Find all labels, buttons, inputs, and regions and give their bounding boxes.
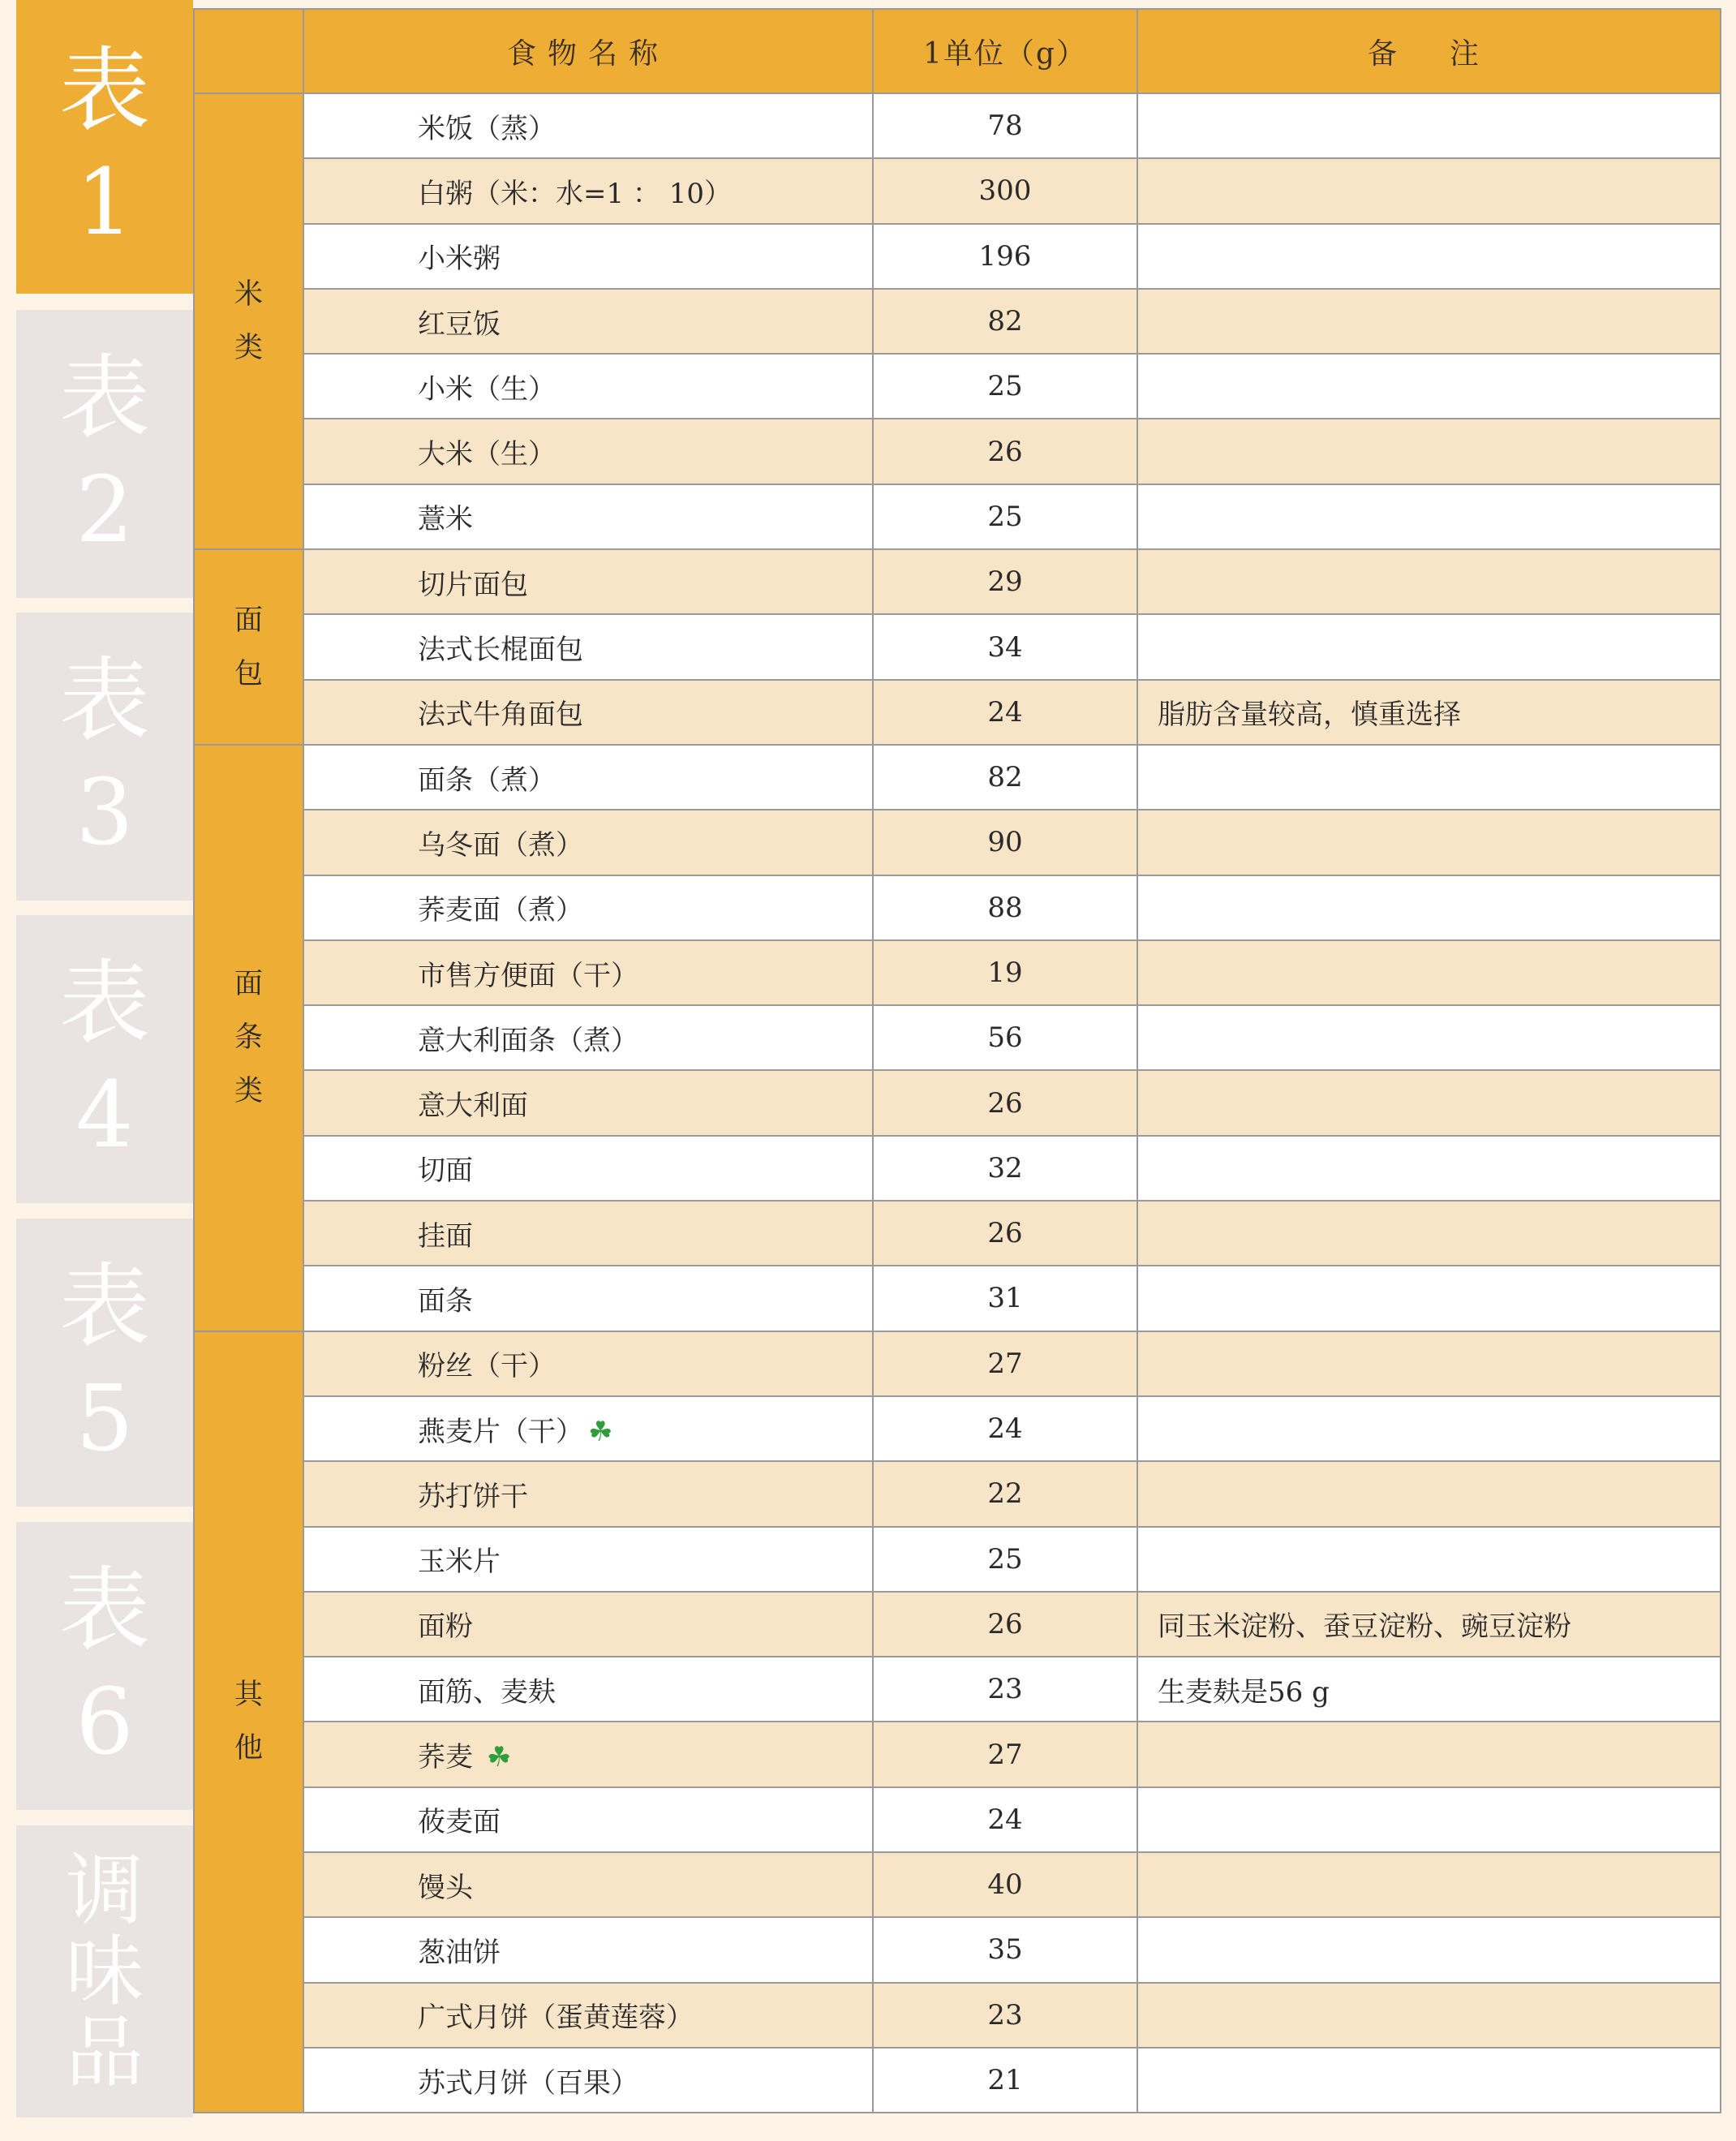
table-row xyxy=(194,158,1721,223)
food-name: 荞麦面（煮） xyxy=(418,894,583,927)
note-cell xyxy=(1137,224,1721,289)
note-cell xyxy=(1137,158,1721,223)
header-food-name: 食物名称 xyxy=(303,9,873,93)
food-name: 燕麦片（干） xyxy=(418,1415,583,1448)
tab-7[interactable] xyxy=(16,1825,193,2117)
unit-weight-cell: 196 xyxy=(873,224,1137,289)
food-name-cell xyxy=(303,289,873,354)
tab-6[interactable] xyxy=(16,1522,193,1810)
food-name-cell xyxy=(303,158,873,223)
food-name-cell xyxy=(303,1592,873,1657)
food-name: 小米（生） xyxy=(418,372,556,406)
unit-weight-cell: 22 xyxy=(873,1461,1137,1526)
tab-3[interactable] xyxy=(16,613,193,901)
table-row xyxy=(194,745,1721,810)
food-exchange-table-container xyxy=(193,8,1720,2113)
tab-label-char: 表 xyxy=(59,950,150,1056)
food-name-cell xyxy=(303,1070,873,1135)
tab-1[interactable] xyxy=(16,0,193,294)
food-name: 玉米片 xyxy=(418,1546,501,1579)
food-exchange-table xyxy=(193,8,1721,2113)
food-name: 葱油饼 xyxy=(418,1936,501,1969)
tab-label-char: 4 xyxy=(75,1062,134,1168)
category-cell xyxy=(194,745,303,1331)
note-cell: 脂肪含量较高，慎重选择 xyxy=(1137,680,1721,745)
note-cell xyxy=(1137,940,1721,1005)
unit-weight-cell: 88 xyxy=(873,875,1137,940)
table-row xyxy=(194,484,1721,549)
unit-weight-cell: 78 xyxy=(873,93,1137,158)
note-cell xyxy=(1137,1266,1721,1331)
food-name-cell xyxy=(303,224,873,289)
tab-label-char: 品 xyxy=(66,2007,144,2098)
food-name: 白粥（米：水=1 ： 10） xyxy=(418,177,732,210)
tab-label-char: 表 xyxy=(59,647,150,754)
note-cell xyxy=(1137,1201,1721,1266)
note-cell: 同玉米淀粉、蚕豆淀粉、豌豆淀粉 xyxy=(1137,1592,1721,1657)
note-cell xyxy=(1137,289,1721,354)
header-category xyxy=(194,9,303,93)
table-row xyxy=(194,1136,1721,1201)
food-name: 法式牛角面包 xyxy=(418,699,583,732)
food-name-cell xyxy=(303,745,873,810)
food-name-cell xyxy=(303,940,873,1005)
table-row xyxy=(194,1657,1721,1722)
category-label: 其他 xyxy=(234,1679,263,1765)
food-name-cell xyxy=(303,1527,873,1592)
table-row xyxy=(194,93,1721,158)
unit-weight-cell: 27 xyxy=(873,1722,1137,1786)
food-name: 大米（生） xyxy=(418,438,556,471)
tab-5[interactable] xyxy=(16,1219,193,1507)
table-row xyxy=(194,680,1721,745)
unit-weight-cell: 82 xyxy=(873,289,1137,354)
table-row xyxy=(194,1592,1721,1657)
food-name-cell xyxy=(303,1136,873,1201)
tab-label-char: 味 xyxy=(66,1926,144,2017)
unit-weight-cell: 34 xyxy=(873,614,1137,679)
note-cell xyxy=(1137,1917,1721,1982)
food-name-cell xyxy=(303,1917,873,1982)
unit-weight-cell: 40 xyxy=(873,1852,1137,1917)
table-row xyxy=(194,1005,1721,1070)
food-name-cell xyxy=(303,680,873,745)
note-cell xyxy=(1137,1070,1721,1135)
table-row xyxy=(194,1396,1721,1461)
table-tab-strip xyxy=(16,0,193,2141)
food-name: 法式长棍面包 xyxy=(418,634,583,667)
tab-label-char: 6 xyxy=(75,1669,134,1775)
unit-weight-cell: 26 xyxy=(873,419,1137,484)
table-row xyxy=(194,354,1721,419)
unit-weight-cell: 35 xyxy=(873,1917,1137,1982)
unit-weight-cell: 32 xyxy=(873,1136,1137,1201)
food-name-cell xyxy=(303,1331,873,1396)
note-cell xyxy=(1137,875,1721,940)
note-cell xyxy=(1137,2048,1721,2113)
tab-label-char: 表 xyxy=(59,1253,150,1360)
unit-weight-cell: 300 xyxy=(873,158,1137,223)
table-row xyxy=(194,1917,1721,1982)
food-name-cell xyxy=(303,1266,873,1331)
unit-weight-cell: 90 xyxy=(873,810,1137,875)
clover-icon: ☘ xyxy=(588,1415,613,1448)
food-name: 馒头 xyxy=(418,1871,473,1904)
tab-label-char: 表 xyxy=(59,345,150,451)
note-cell xyxy=(1137,810,1721,875)
table-header-row xyxy=(194,9,1721,93)
food-name-cell xyxy=(303,93,873,158)
food-name-cell xyxy=(303,484,873,549)
table-row xyxy=(194,1331,1721,1396)
note-cell xyxy=(1137,93,1721,158)
table-row xyxy=(194,1983,1721,2048)
note-cell xyxy=(1137,1787,1721,1852)
category-label: 面包 xyxy=(234,604,263,690)
note-cell xyxy=(1137,1136,1721,1201)
food-name-cell xyxy=(303,875,873,940)
category-cell xyxy=(194,549,303,745)
note-cell xyxy=(1137,1527,1721,1592)
food-name: 小米粥 xyxy=(418,243,501,276)
table-row xyxy=(194,810,1721,875)
food-name: 面筋、麦麸 xyxy=(418,1675,556,1709)
category-cell xyxy=(194,93,303,549)
table-row xyxy=(194,1852,1721,1917)
food-name: 广式月饼（蛋黄莲蓉） xyxy=(418,2001,694,2035)
unit-weight-cell: 31 xyxy=(873,1266,1137,1331)
note-cell xyxy=(1137,354,1721,419)
note-cell xyxy=(1137,1722,1721,1786)
food-name: 挂面 xyxy=(418,1219,473,1253)
category-label: 面条类 xyxy=(234,968,263,1108)
food-name: 苏打饼干 xyxy=(418,1480,528,1513)
food-name: 意大利面条（煮） xyxy=(418,1024,638,1057)
note-cell xyxy=(1137,1005,1721,1070)
tab-label-char: 3 xyxy=(75,759,134,866)
food-name-cell xyxy=(303,614,873,679)
food-name-cell xyxy=(303,1461,873,1526)
food-name: 意大利面 xyxy=(418,1090,528,1123)
note-cell xyxy=(1137,1396,1721,1461)
food-name: 切片面包 xyxy=(418,568,528,601)
note-cell xyxy=(1137,1852,1721,1917)
food-name: 粉丝（干） xyxy=(418,1350,556,1383)
note-cell: 生麦麸是56 g xyxy=(1137,1657,1721,1722)
table-row xyxy=(194,224,1721,289)
food-name-cell xyxy=(303,1657,873,1722)
unit-weight-cell: 23 xyxy=(873,1983,1137,2048)
tab-label-char: 1 xyxy=(75,150,134,256)
category-label: 米类 xyxy=(234,278,263,365)
food-name: 面条 xyxy=(418,1284,473,1318)
note-cell xyxy=(1137,549,1721,614)
food-name-cell xyxy=(303,1983,873,2048)
food-name-cell xyxy=(303,1787,873,1852)
unit-weight-cell: 24 xyxy=(873,1396,1137,1461)
table-row xyxy=(194,614,1721,679)
tab-label-char: 2 xyxy=(75,457,134,563)
food-name: 面条（煮） xyxy=(418,763,556,797)
note-cell xyxy=(1137,614,1721,679)
unit-weight-cell: 23 xyxy=(873,1657,1137,1722)
food-name: 薏米 xyxy=(418,503,473,536)
food-name: 切面 xyxy=(418,1154,473,1188)
food-name-cell xyxy=(303,810,873,875)
food-name: 面粉 xyxy=(418,1610,473,1644)
note-cell xyxy=(1137,419,1721,484)
food-name-cell xyxy=(303,2048,873,2113)
clover-icon: ☘ xyxy=(486,1741,512,1774)
note-cell xyxy=(1137,745,1721,810)
food-name: 苏式月饼（百果） xyxy=(418,2066,638,2100)
note-cell xyxy=(1137,1983,1721,2048)
food-name: 米饭（蒸） xyxy=(418,112,556,145)
unit-weight-cell: 26 xyxy=(873,1201,1137,1266)
table-row xyxy=(194,419,1721,484)
unit-weight-cell: 25 xyxy=(873,354,1137,419)
food-name-cell xyxy=(303,1722,873,1786)
food-name-cell xyxy=(303,1852,873,1917)
tab-label-char: 调 xyxy=(66,1845,144,1936)
food-name: 乌冬面（煮） xyxy=(418,828,583,862)
unit-weight-cell: 25 xyxy=(873,484,1137,549)
unit-weight-cell: 27 xyxy=(873,1331,1137,1396)
tab-label-char: 表 xyxy=(59,1557,150,1663)
table-row xyxy=(194,940,1721,1005)
table-row xyxy=(194,1527,1721,1592)
food-name: 莜麦面 xyxy=(418,1806,501,1839)
table-row xyxy=(194,1070,1721,1135)
unit-weight-cell: 19 xyxy=(873,940,1137,1005)
tab-label-char: 5 xyxy=(75,1365,134,1472)
unit-weight-cell: 29 xyxy=(873,549,1137,614)
food-name-cell xyxy=(303,1005,873,1070)
unit-weight-cell: 26 xyxy=(873,1592,1137,1657)
table-row xyxy=(194,1461,1721,1526)
tab-2[interactable] xyxy=(16,310,193,598)
unit-weight-cell: 82 xyxy=(873,745,1137,810)
table-row xyxy=(194,1787,1721,1852)
food-name-cell xyxy=(303,419,873,484)
food-name: 市售方便面（干） xyxy=(418,959,638,992)
food-name: 红豆饭 xyxy=(418,307,501,341)
note-cell xyxy=(1137,484,1721,549)
unit-weight-cell: 24 xyxy=(873,680,1137,745)
tab-4[interactable] xyxy=(16,915,193,1203)
header-note: 备 注 xyxy=(1137,9,1721,93)
unit-weight-cell: 25 xyxy=(873,1527,1137,1592)
table-row xyxy=(194,549,1721,614)
table-row xyxy=(194,1722,1721,1786)
unit-weight-cell: 24 xyxy=(873,1787,1137,1852)
tab-label-char: 表 xyxy=(59,38,150,144)
category-cell xyxy=(194,1331,303,2113)
table-row xyxy=(194,1201,1721,1266)
table-row xyxy=(194,289,1721,354)
unit-weight-cell: 56 xyxy=(873,1005,1137,1070)
food-name: 荞麦 xyxy=(418,1741,482,1774)
note-cell xyxy=(1137,1331,1721,1396)
table-row xyxy=(194,2048,1721,2113)
table-row xyxy=(194,1266,1721,1331)
unit-weight-cell: 26 xyxy=(873,1070,1137,1135)
table-row xyxy=(194,875,1721,940)
food-name-cell xyxy=(303,354,873,419)
food-name-cell xyxy=(303,1396,873,1461)
note-cell xyxy=(1137,1461,1721,1526)
header-unit: 1单位（g） xyxy=(873,9,1137,93)
unit-weight-cell: 21 xyxy=(873,2048,1137,2113)
food-name-cell xyxy=(303,549,873,614)
food-name-cell xyxy=(303,1201,873,1266)
